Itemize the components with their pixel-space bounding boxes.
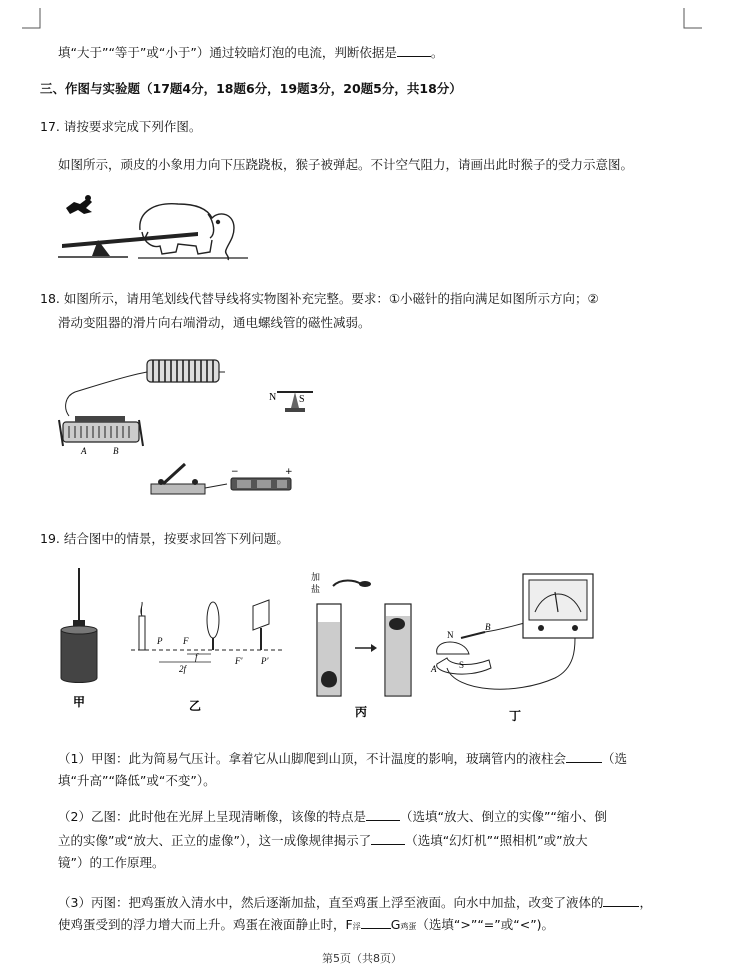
salt-label-1: 加	[311, 573, 321, 583]
battery-plus: +	[285, 467, 293, 477]
egg-beakers-figure	[317, 581, 411, 697]
q19-figures	[55, 568, 635, 728]
answer-blank[interactable]	[566, 750, 602, 763]
induction-figure	[437, 574, 593, 689]
q19-p2-line2: 立的实像”或“放大、正立的虚像”），这一成像规律揭示了 （选填“幻灯机”“照相机”或”放大	[58, 833, 588, 848]
answer-blank[interactable]	[397, 44, 431, 57]
q17-title: 17. 请按要求完成下列作图。	[40, 119, 202, 134]
section-title: 三、作图与实验题（17题4分，18题6分，19题3分，20题5分，共18分）	[40, 81, 462, 96]
q19-p3-line2: 使鸡蛋受到的浮力增大而上升。鸡蛋在液面静止时，F浮 G鸡蛋（选填“>”“=”或“<”)。	[58, 917, 555, 932]
q19-p1-line2: 填“升高”“降低”或“不变”）。	[58, 773, 216, 788]
compass-needle	[277, 392, 313, 412]
salt-label-2: 盐	[311, 585, 321, 595]
lens-label-2f: 2f	[179, 664, 187, 674]
rheostat	[59, 416, 143, 446]
lens-label-p2: P'	[261, 656, 269, 666]
q18-line1: 18. 如图所示，请用笔划线代替导线将实物图补充完整。要求：①小磁针的指向满足如图所示方向；②	[40, 291, 599, 306]
induction-label-b: B	[485, 622, 491, 632]
compass-n-label: N	[269, 392, 277, 403]
q18-line2: 滑动变阻器的滑片向右端滑动，通电螺线管的磁性减弱。	[58, 315, 371, 330]
answer-blank[interactable]	[603, 894, 639, 907]
lens-label-f2: F'	[235, 656, 243, 666]
top-line: 填“大于”“等于”或“小于”）通过较暗灯泡的电流，判断依据是 。	[58, 45, 444, 60]
induction-label-s: S	[459, 660, 465, 670]
answer-blank[interactable]	[371, 832, 405, 845]
rheostat-label-b: B	[113, 446, 119, 456]
solenoid	[147, 360, 219, 382]
q17-figure-seesaw	[58, 188, 258, 268]
knife-switch	[151, 464, 205, 494]
lens-label-ff: f	[195, 652, 198, 662]
q17-text: 如图所示，顽皮的小象用力向下压跷跷板，猴子被弹起。不计空气阻力，请画出此时猴子的受力示意图。	[58, 157, 634, 172]
fig-label-ding: 丁	[509, 709, 522, 723]
induction-label-a: A	[431, 664, 437, 674]
lens-bench-figure	[131, 600, 285, 662]
battery-pack	[231, 478, 291, 490]
barometer-figure	[61, 568, 97, 683]
answer-blank[interactable]	[366, 808, 400, 821]
compass-s-label: S	[299, 394, 305, 405]
q18-figure-circuit	[55, 350, 355, 520]
rheostat-label-a: A	[81, 446, 87, 456]
lens-label-p: P	[157, 636, 163, 646]
induction-label-n: N	[447, 630, 454, 640]
answer-blank[interactable]	[361, 916, 391, 929]
fig-label-bing: 丙	[355, 705, 368, 719]
q19-p3-line1: （3）丙图：把鸡蛋放入清水中，然后逐渐加盐，直至鸡蛋上浮至液面。向水中加盐，改变了液体的 ，	[58, 895, 652, 910]
fig-label-jia: 甲	[73, 695, 86, 709]
q19-p2-line3: 镜”）的工作原理。	[58, 855, 165, 870]
battery-minus: −	[231, 467, 239, 477]
lens-label-f: F	[183, 636, 189, 646]
elephant-figure	[140, 204, 234, 260]
page-footer: 第5页（共8页）	[322, 952, 402, 965]
q19-p1-line1: （1）甲图：此为简易气压计。拿着它从山脚爬到山顶，不计温度的影响，玻璃管内的液柱会 （选	[58, 751, 627, 766]
q19-intro: 19. 结合图中的情景，按要求回答下列问题。	[40, 531, 289, 546]
fig-label-yi: 乙	[189, 699, 202, 713]
monkey-figure	[66, 195, 92, 214]
q19-p2-line1: （2）乙图：此时他在光屏上呈现清晰像，该像的特点是 （选填“放大、倒立的实像”“缩小、倒	[58, 809, 607, 824]
